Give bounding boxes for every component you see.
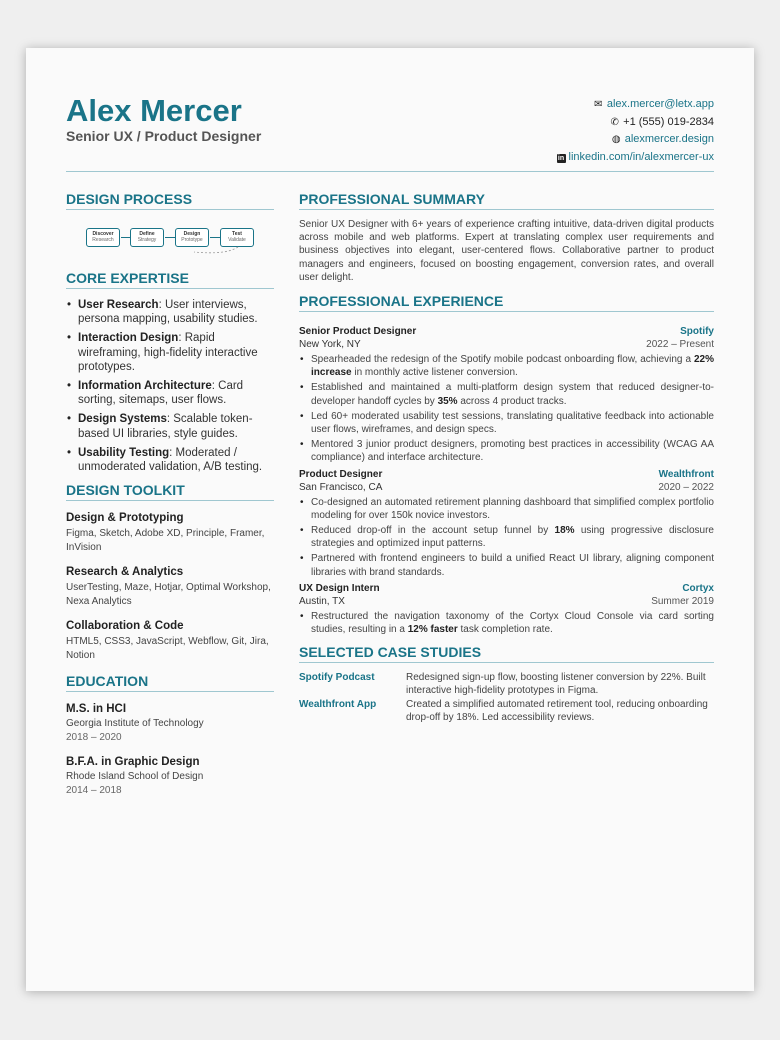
resume-header bbox=[66, 94, 714, 172]
candidate-role: Senior UX / Product Designer bbox=[66, 128, 262, 144]
section-title-professional-summary: PROFESSIONAL SUMMARY bbox=[299, 191, 714, 210]
section-title-design-toolkit: DESIGN TOOLKIT bbox=[66, 482, 274, 501]
process-step: Design Prototype bbox=[175, 228, 209, 247]
list-item: • Restructured the navigation taxonomy of the Cortyx Cloud Console via card sorting studies, resulting in a 12% faster task completion rate. bbox=[299, 610, 714, 636]
contact-phone: ✆ +1 (555) 019-2834 bbox=[557, 114, 715, 132]
right-column bbox=[299, 191, 714, 724]
list-item: • Usability Testing: Moderated / unmoderated validation, A/B testing. bbox=[66, 446, 274, 475]
case-study-row: Spotify Podcast Redesigned sign-up flow, boosting listener conversion by 22%. Built interactive high-fidelity prototypes in Figma. bbox=[299, 672, 706, 697]
list-item: • Led 60+ moderated usability test sessions, translating qualitative feedback into actionable user flows, wireframes, and design specs. bbox=[299, 410, 714, 436]
contact-block bbox=[557, 96, 715, 165]
process-step: Test Validate bbox=[220, 228, 254, 247]
job-bullets bbox=[299, 610, 714, 636]
list-item: • Reduced drop-off in the account setup funnel by 18% using progressive disclosure strategies and optimized input patterns. bbox=[299, 524, 714, 550]
expertise-list bbox=[66, 298, 274, 474]
job-bullets bbox=[299, 353, 714, 465]
list-item: • Spearheaded the redesign of the Spotify mobile podcast onboarding flow, achieving a 22% increase in monthly active listener conversion. bbox=[299, 353, 714, 379]
list-item: • Information Architecture: Card sorting, sitemaps, user flows. bbox=[66, 379, 274, 408]
process-step: Discover Research bbox=[86, 228, 120, 247]
section-title-professional-experience: PROFESSIONAL EXPERIENCE bbox=[299, 293, 714, 312]
loop-back-arrow-icon bbox=[186, 246, 246, 256]
list-item: • Mentored 3 junior product designers, promoting best practices in accessibility (WCAG AA compliance) and interface architecture. bbox=[299, 438, 714, 464]
toolkit-group: Research & Analytics UserTesting, Maze, Hotjar, Optimal Workshop, Nexa Analytics bbox=[66, 566, 271, 608]
candidate-name: Alex Mercer bbox=[66, 93, 242, 128]
toolkit-group: Collaboration & Code HTML5, CSS3, JavaScript, Webflow, Git, Jira, Notion bbox=[66, 620, 269, 662]
section-title-design-process: DESIGN PROCESS bbox=[66, 191, 274, 210]
list-item: • Partnered with frontend engineers to build a unified React UI library, aligning component libraries with brand standards. bbox=[299, 552, 714, 578]
job-entry: Product Designer Wealthfront San Francisco, CA 2020 – 2022 • Co-designed an automated retirement planning dashboard that simplified complex portfolio modeling for over 150k novice investors. • Reduced drop-off in the account setup funnel by 18% using progressive disclosure strategies and optimized input patterns. • Partnered with frontend engineers to build a unified React UI library, aligning component libraries with brand standards. bbox=[299, 468, 714, 579]
contact-linkedin[interactable]: in linkedin.com/in/alexmercer-ux bbox=[557, 150, 714, 163]
contact-email[interactable]: ✉ alex.mercer@letx.app bbox=[557, 96, 715, 114]
list-item: • Design Systems: Scalable token-based UI libraries, style guides. bbox=[66, 412, 274, 441]
design-process-diagram bbox=[66, 210, 274, 270]
section-title-selected-case-studies: SELECTED CASE STUDIES bbox=[299, 644, 714, 663]
envelope-icon: ✉ bbox=[594, 99, 603, 110]
left-column bbox=[66, 191, 274, 798]
job-entry: UX Design Intern Cortyx Austin, TX Summer 2019 • Restructured the navigation taxonomy of the Cortyx Cloud Console via card sorting studies, resulting in a 12% faster task completion rate. bbox=[299, 582, 714, 636]
contact-website[interactable]: ◍ alexmercer.design bbox=[557, 131, 715, 149]
linkedin-icon: in bbox=[557, 154, 565, 162]
job-bullets bbox=[299, 496, 714, 579]
resume-page bbox=[26, 48, 754, 991]
phone-icon: ✆ bbox=[610, 116, 619, 128]
section-title-core-expertise: CORE EXPERTISE bbox=[66, 270, 274, 289]
case-studies bbox=[299, 671, 714, 724]
list-item: • Co-designed an automated retirement planning dashboard that simplified complex portfolio modeling for over 150k novice investors. bbox=[299, 496, 714, 522]
list-item: • Established and maintained a multi-platform design system that reduced designer-to-developer handoff cycles by 35% across 4 product tracks. bbox=[299, 381, 714, 407]
section-title-education: EDUCATION bbox=[66, 673, 274, 692]
globe-icon: ◍ bbox=[611, 134, 621, 145]
education-entry: M.S. in HCI Georgia Institute of Technology 2018 – 2020 bbox=[66, 703, 204, 744]
list-item: • Interaction Design: Rapid wireframing, high-fidelity interactive prototypes. bbox=[66, 331, 274, 374]
summary-text: Senior UX Designer with 6+ years of experience crafting intuitive, data-driven digital products across mobile and web platforms. Expert at translating complex user requirements and business objectives into elegant, user-centered flows. Collaborative partner to product managers and engineers, focused on boosting engagement, conversion rates, and overall user delight. bbox=[299, 219, 714, 283]
education-entry: B.F.A. in Graphic Design Rhode Island School of Design 2014 – 2018 bbox=[66, 756, 204, 797]
case-study-row: Wealthfront App Created a simplified automated retirement tool, reducing onboarding drop-off by 18%. Led accessibility reviews. bbox=[299, 698, 708, 723]
list-item: • User Research: User interviews, persona mapping, usability studies. bbox=[66, 298, 274, 327]
process-step: Define Strategy bbox=[130, 228, 164, 247]
job-entry: Senior Product Designer Spotify New York, NY 2022 – Present • Spearheaded the redesign of the Spotify mobile podcast onboarding flow, achieving a 22% increase in monthly active listener conversion. • Established and maintained a multi-platform design system that reduced designer-to-developer handoff cycles by 35% across 4 product tracks. • Led 60+ moderated usability test sessions, translating qualitative feedback into actionable user flows, wireframes, and design specs. • Mentored 3 junior product designers, promoting best practices in accessibility (WCAG AA compliance) and interface architecture. bbox=[299, 325, 714, 465]
toolkit-group: Design & Prototyping Figma, Sketch, Adobe XD, Principle, Framer, InVision bbox=[66, 512, 265, 554]
